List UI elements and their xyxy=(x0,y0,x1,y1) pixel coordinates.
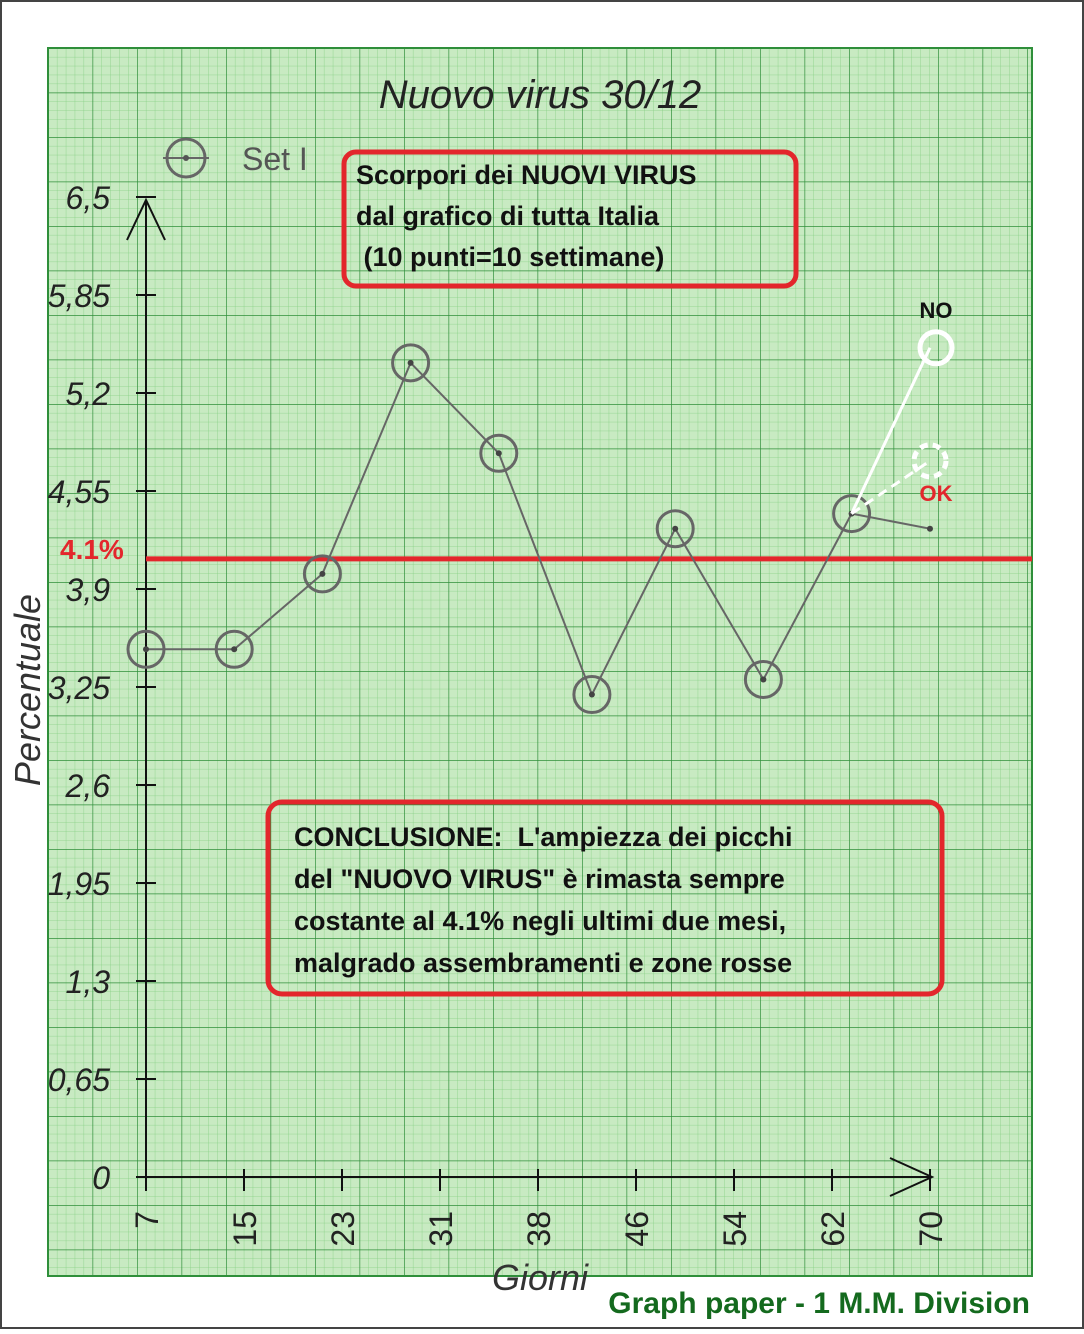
data-point xyxy=(672,526,678,532)
y-tick-label: 1,95 xyxy=(47,866,110,902)
y-tick-label: 0,65 xyxy=(47,1062,110,1098)
conclusion-line-2: del "NUOVO VIRUS" è rimasta sempre xyxy=(294,864,785,894)
data-point xyxy=(927,526,933,532)
no-label: NO xyxy=(919,297,953,323)
top-note-line-2: dal grafico di tutta Italia xyxy=(356,201,660,231)
legend-label: Set I xyxy=(242,141,308,177)
data-point xyxy=(231,646,237,652)
y-tick-label: 1,3 xyxy=(65,964,110,1000)
y-tick-label: 2,6 xyxy=(65,768,110,804)
data-point xyxy=(760,676,766,682)
x-axis-label: Giorni xyxy=(491,1257,589,1298)
conclusion-line-1: CONCLUSIONE: L'ampiezza dei picchi xyxy=(294,822,793,852)
x-tick-label: 23 xyxy=(325,1211,361,1247)
y-tick-label: 4,55 xyxy=(47,474,110,510)
top-note-line-1: Scorpori dei NUOVI VIRUS xyxy=(356,160,697,190)
reference-line-label: 4.1% xyxy=(60,533,124,565)
x-tick-label: 54 xyxy=(717,1211,753,1247)
x-tick-label: 46 xyxy=(619,1211,655,1247)
conclusion-line-3: costante al 4.1% negli ultimi due mesi, xyxy=(294,906,787,936)
footer-watermark: Graph paper - 1 M.M. Division xyxy=(608,1287,1030,1320)
x-tick-label: 15 xyxy=(227,1211,263,1247)
data-point xyxy=(408,360,414,366)
ok-label: OK xyxy=(919,480,953,506)
x-tick-label: 70 xyxy=(913,1211,949,1247)
data-point xyxy=(319,571,325,577)
data-point xyxy=(143,646,149,652)
top-note-line-3: (10 punti=10 settimane) xyxy=(356,242,665,272)
y-axis-label: Percentuale xyxy=(7,593,48,787)
y-tick-label: 5,85 xyxy=(47,278,110,314)
y-tick-label: 3,25 xyxy=(47,670,110,706)
y-tick-label: 6,5 xyxy=(65,180,110,216)
x-tick-label: 38 xyxy=(521,1211,557,1247)
legend-dot xyxy=(183,155,189,161)
x-tick-label: 7 xyxy=(129,1211,165,1229)
y-tick-label: 0 xyxy=(92,1160,110,1196)
y-tick-label: 5,2 xyxy=(65,376,110,412)
grid-major xyxy=(48,48,1032,1276)
chart-title: Nuovo virus 30/12 xyxy=(378,73,702,117)
x-tick-label: 31 xyxy=(423,1211,459,1247)
data-point xyxy=(496,450,502,456)
x-tick-label: 62 xyxy=(815,1211,851,1247)
conclusion-line-4: malgrado assembramenti e zone rosse xyxy=(294,948,793,978)
data-point xyxy=(589,692,595,698)
y-tick-label: 3,9 xyxy=(65,572,110,608)
